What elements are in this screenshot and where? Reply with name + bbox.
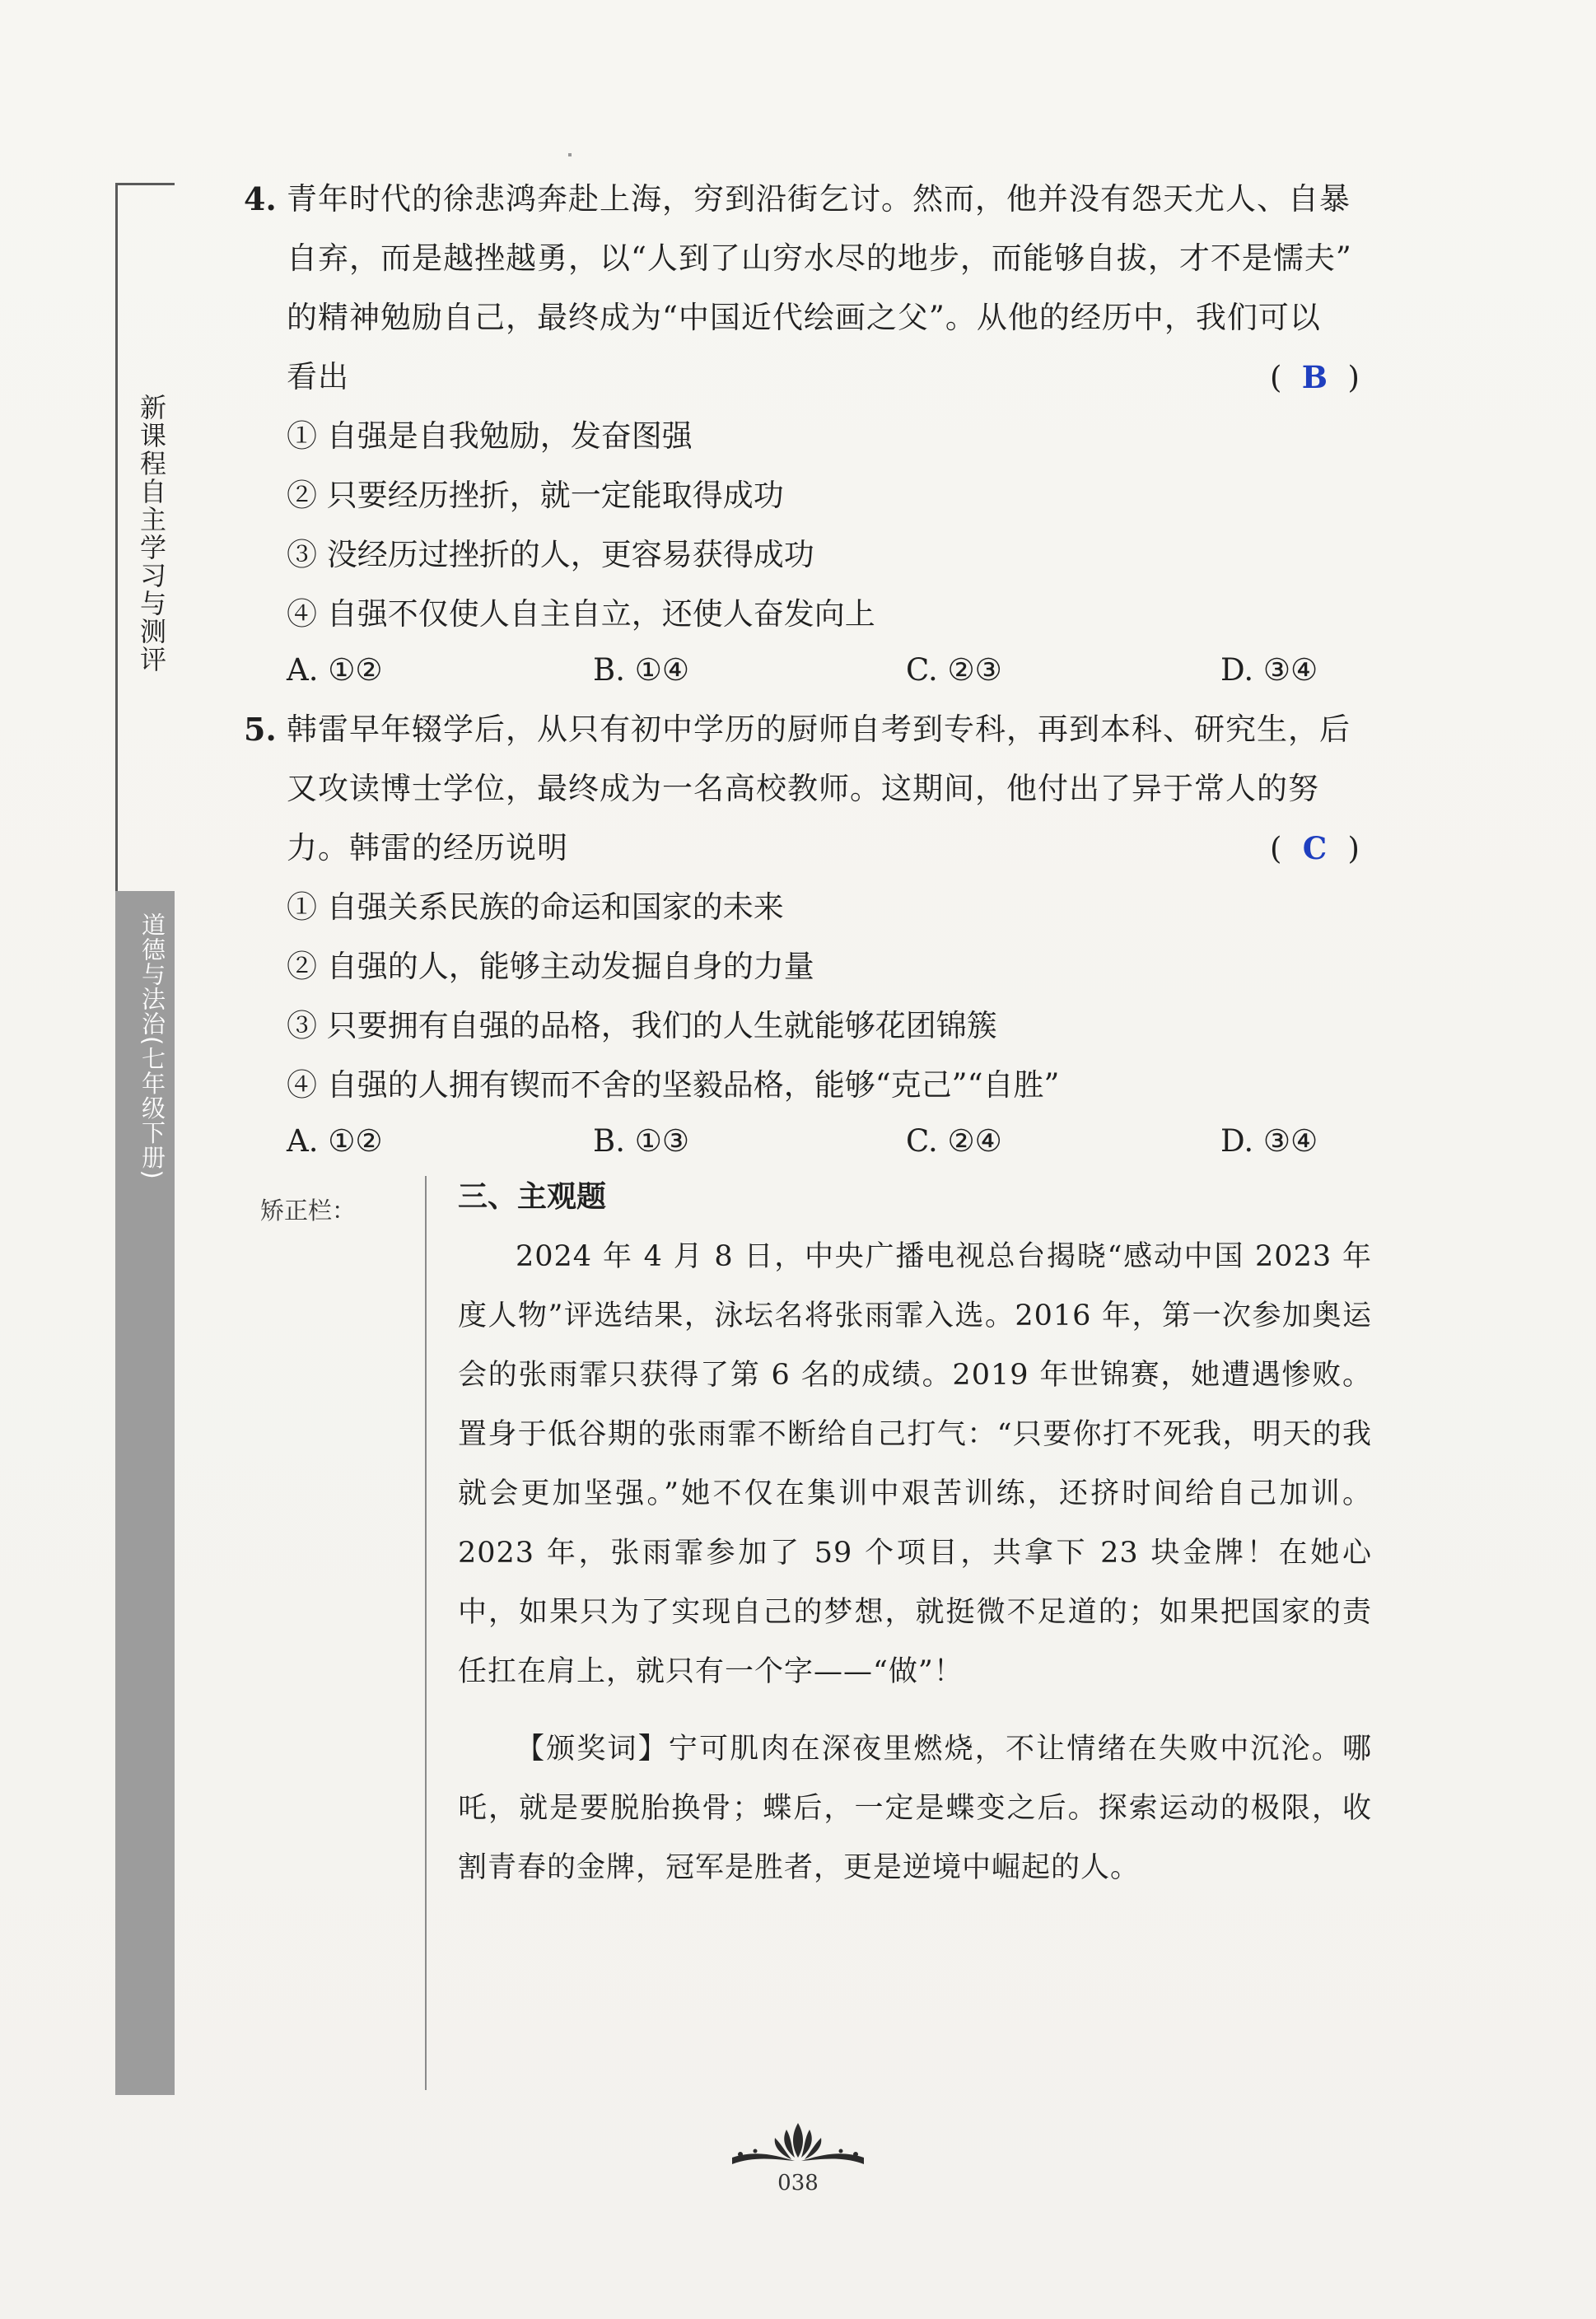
question-5-answer-value: C bbox=[1302, 830, 1328, 866]
section-title: 三、主观题 bbox=[458, 1180, 607, 1214]
question-4-answer bbox=[1270, 348, 1360, 408]
answer-open-paren: ( bbox=[1270, 831, 1282, 866]
question-4-choice-d: D. ③④ bbox=[1220, 652, 1318, 688]
question-5-choice-c: C. ②④ bbox=[906, 1123, 1002, 1159]
sidebar-series-title: 新课程自主学习与测评 bbox=[136, 394, 167, 674]
question-4-line-3: 的精神勉励自己，最终成为“中国近代绘画之父”。从他的经历中，我们可以 bbox=[287, 300, 1321, 335]
question-5-choice-b: B. ①③ bbox=[593, 1123, 690, 1159]
passage-paragraph-1: 2024 年 4 月 8 日，中央广播电视总台揭晓“感动中国 2023 年度人物”评选结果，泳坛名将张雨霏入选。2016 年，第一次参加奥运会的张雨霏只获得了第 6 名的成绩。2019 年世锦赛，她遭遇惨败。置身于低谷期的张雨霏不断给自己打气：“只要你打不死我，明天的我就会更加坚强。”她不仅在集训中艰苦训练，还挤时间给自己加训。2023 年，张雨霏参加了 59 个项目，共拿下 23 块金牌！在她心中，如果只为了实现自己的梦想，就挺微不足道的；如果把国家的责任扛在肩上，就只有一个字——“做”！ bbox=[458, 1240, 1372, 1688]
passage bbox=[458, 1227, 1372, 1897]
correction-column-divider bbox=[425, 1176, 427, 2090]
question-4-statement-2: ② 只要经历挫折，就一定能取得成功 bbox=[287, 478, 784, 513]
passage-paragraph-2: 【颁奖词】宁可肌肉在深夜里燃烧，不让情绪在失败中沉沦。哪吒，就是要脱胎换骨；蝶后，一定是蝶变之后。探索运动的极限，收割青春的金牌，冠军是胜者，更是逆境中崛起的人。 bbox=[458, 1733, 1372, 1884]
question-4-choice-a: A. ①② bbox=[287, 652, 383, 688]
question-5-line-3: 力。韩雷的经历说明 bbox=[287, 830, 568, 866]
question-4-line-4: 看出 bbox=[287, 359, 349, 394]
question-5-number: 5. bbox=[244, 711, 277, 748]
question-5-statement-3: ③ 只要拥有自强的品格，我们的人生就能够花团锦簇 bbox=[287, 1008, 997, 1043]
answer-open-paren: ( bbox=[1270, 360, 1282, 395]
page-number: 038 bbox=[777, 2171, 819, 2195]
question-4-choice-b: B. ①④ bbox=[593, 652, 690, 688]
question-4-statement-3: ③ 没经历过挫折的人，更容易获得成功 bbox=[287, 537, 814, 572]
answer-close-paren: ) bbox=[1347, 831, 1360, 866]
question-4-choice-c: C. ②③ bbox=[906, 652, 1002, 688]
question-4-number: 4. bbox=[244, 180, 277, 217]
footer-ornament-icon bbox=[716, 2116, 880, 2174]
question-5-choice-a: A. ①② bbox=[287, 1123, 383, 1159]
question-5-line-2: 又攻读博士学位，最终成为一名高校教师。这期间，他付出了异于常人的努 bbox=[287, 771, 1319, 806]
question-4-statement-4: ④ 自强不仅使人自主自立，还使人奋发向上 bbox=[287, 596, 875, 632]
correction-column-label: 矫正栏： bbox=[260, 1197, 357, 1225]
question-4-statement-1: ① 自强是自我勉励，发奋图强 bbox=[287, 418, 693, 454]
question-4-answer-value: B bbox=[1301, 359, 1328, 395]
question-5-line-1: 韩雷早年辍学后，从只有初中学历的厨师自考到专科，再到本科、研究生，后 bbox=[287, 712, 1351, 747]
question-5-statement-2: ② 自强的人，能够主动发掘自身的力量 bbox=[287, 949, 814, 984]
question-5-statement-1: ① 自强关系民族的命运和国家的未来 bbox=[287, 889, 784, 925]
question-4-line-1: 青年时代的徐悲鸿奔赴上海，穷到沿街乞讨。然而，他并没有怨天尤人、自暴 bbox=[287, 181, 1351, 217]
answer-close-paren: ) bbox=[1347, 360, 1360, 395]
question-5-answer bbox=[1270, 819, 1360, 879]
question-5-statement-4: ④ 自强的人拥有锲而不舍的坚毅品格，能够“克己”“自胜” bbox=[287, 1067, 1060, 1103]
sidebar-subject-title: 道德与法治(七年级下册) bbox=[138, 912, 166, 1180]
question-5-choice-d: D. ③④ bbox=[1220, 1123, 1318, 1159]
question-4-line-2: 自弃，而是越挫越勇，以“人到了山穷水尽的地步，而能够自拔，才不是懦夫” bbox=[287, 240, 1352, 276]
print-mark bbox=[568, 153, 572, 156]
